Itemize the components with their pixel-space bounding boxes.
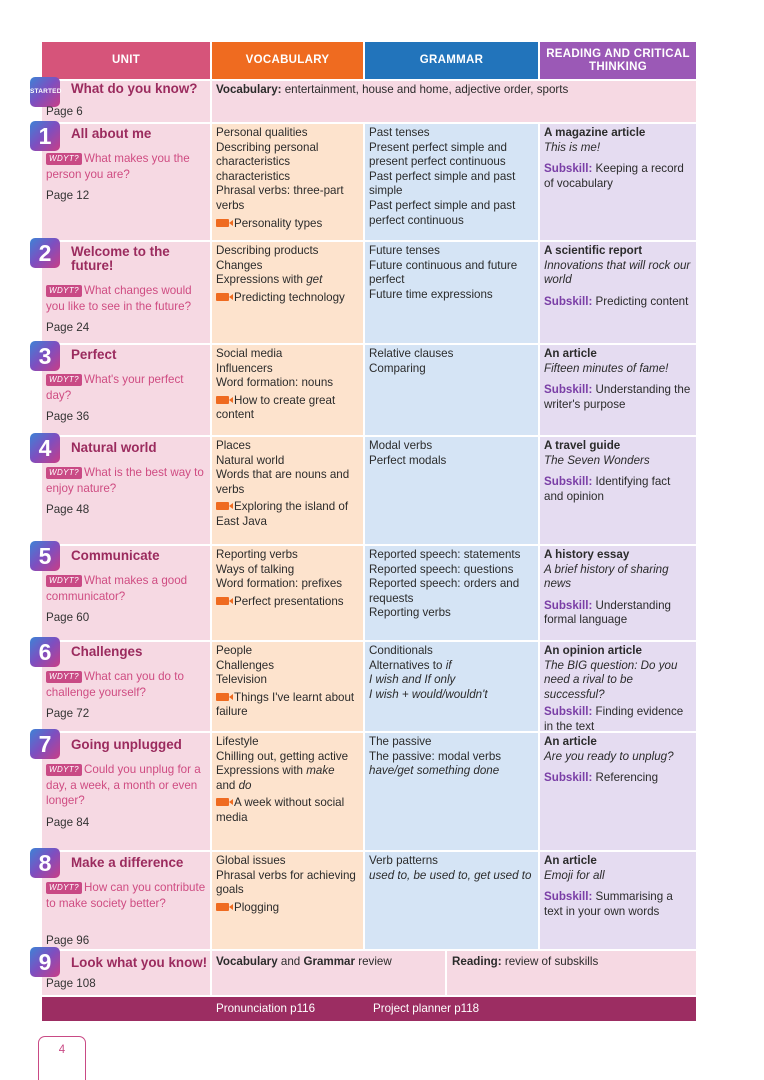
- vocab-item: Ways of talking: [216, 562, 295, 576]
- reading-type: A magazine article: [544, 126, 646, 139]
- header-grammar: GRAMMAR: [365, 42, 538, 79]
- pronunciation-link[interactable]: Pronunciation p116: [216, 1002, 316, 1015]
- reading-type: An opinion article: [544, 644, 642, 657]
- grammar-item: used to, be used to, get used to: [369, 868, 532, 882]
- vocab-item: Words that are nouns and verbs: [216, 468, 350, 496]
- unit-number-8: 8: [30, 848, 60, 878]
- vocab-item: Personal qualities: [216, 126, 308, 139]
- video-link[interactable]: Perfect presentations: [216, 595, 359, 610]
- unit-1-reading-cell: [540, 124, 696, 240]
- grammar-item: Past perfect simple and past simple: [369, 169, 516, 198]
- vocab-item: Expressions with get: [216, 273, 323, 287]
- unit-number-1: 1: [30, 121, 60, 151]
- grammar-item: I wish + would/wouldn't: [369, 687, 488, 701]
- grammar-item: Modal verbs: [369, 439, 433, 452]
- starter-vocab-label: Vocabulary:: [216, 83, 282, 96]
- grammar-item: Future continuous and future perfect: [369, 258, 518, 287]
- unit-8-grammar-cell: [365, 852, 538, 949]
- reading-title: The BIG question: Do you need a rival to be successful?: [544, 658, 678, 701]
- reading-type: A scientific report: [544, 244, 643, 257]
- unit-3-question: WDYT? What's your perfect day?: [46, 373, 184, 402]
- vocab-item: Places: [216, 439, 251, 452]
- video-camera-icon: [216, 502, 229, 510]
- vocab-item: Expressions with make: [216, 764, 335, 778]
- reading-title: Innovations that will rock our world: [544, 258, 691, 287]
- unit-8-title[interactable]: Make a difference: [71, 855, 184, 870]
- unit-3-grammar-cell: [365, 345, 538, 435]
- grammar-item: Reporting verbs: [369, 606, 451, 620]
- vocab-item: Reporting verbs: [216, 548, 298, 561]
- unit-5-question: WDYT? What makes a good communicator?: [46, 574, 188, 603]
- vocab-item: Phrasal verbs for achieving goals: [216, 868, 356, 897]
- grammar-item: have/get something done: [369, 764, 500, 778]
- vocab-item: Natural world: [216, 453, 285, 467]
- footer-bar: [42, 997, 696, 1021]
- unit-4-page[interactable]: Page 48: [46, 503, 90, 516]
- vocab-item: Describing products: [216, 244, 319, 257]
- grammar-item: Reported speech: questions: [369, 562, 514, 576]
- unit-1-vocab-cell: [212, 124, 363, 240]
- unit-2-page[interactable]: Page 24: [46, 321, 90, 334]
- unit-number-9: 9: [30, 947, 60, 977]
- grammar-item: Reported speech: statements: [369, 548, 521, 561]
- unit-7-vocab-cell: [212, 733, 363, 850]
- unit-4-title[interactable]: Natural world: [71, 440, 157, 455]
- unit-6-page[interactable]: Page 72: [46, 707, 90, 720]
- unit-3-page[interactable]: Page 36: [46, 410, 90, 423]
- header-reading: READING AND CRITICAL THINKING: [540, 42, 696, 79]
- unit-6-question: WDYT? What can you do to challenge yourself?: [46, 670, 184, 699]
- subskill: Subskill: Summarising a text in your own words: [544, 890, 673, 918]
- vocab-item: Lifestyle: [216, 735, 259, 748]
- video-camera-icon: [216, 219, 229, 227]
- grammar-item: Comparing: [369, 361, 426, 375]
- vocab-item: Changes: [216, 258, 263, 272]
- unit-8-vocab-cell: [212, 852, 363, 949]
- wdyt-badge: WDYT?: [46, 882, 82, 894]
- wdyt-badge: WDYT?: [46, 374, 82, 386]
- grammar-item: Perfect modals: [369, 453, 447, 467]
- unit-5-grammar-cell: [365, 546, 538, 640]
- unit-7-reading-cell: [540, 733, 696, 850]
- header-unit: UNIT: [42, 42, 210, 79]
- unit-6-reading-cell: [540, 642, 696, 731]
- vocab-item: Word formation: nouns: [216, 376, 334, 390]
- vocab-item: Word formation: prefixes: [216, 577, 343, 591]
- unit-6-title[interactable]: Challenges: [71, 644, 143, 659]
- subskill: Subskill: Understanding formal language: [544, 598, 671, 627]
- video-camera-icon: [216, 903, 229, 911]
- grammar-item: I wish and If only: [369, 673, 456, 687]
- reading-type: A travel guide: [544, 439, 621, 452]
- unit-5-reading-cell: [540, 546, 696, 640]
- unit-4-grammar-cell: [365, 437, 538, 544]
- starter-vocab-cell: [212, 81, 696, 122]
- reading-title: Are you ready to unplug?: [544, 749, 674, 763]
- video-link[interactable]: Predicting technology: [216, 291, 359, 306]
- unit-2-vocab-cell: [212, 242, 363, 343]
- grammar-item: Present perfect simple and present perfect continuous: [369, 140, 507, 169]
- starter-vocab-text: entertainment, house and home, adjective order, sports: [281, 83, 569, 96]
- unit-6-grammar-cell: [365, 642, 538, 731]
- subskill: Subskill: Keeping a record of vocabulary: [544, 162, 684, 190]
- video-link[interactable]: Things I've learnt about failure: [216, 690, 355, 719]
- unit-7-question: WDYT? Could you unplug for a day, a week, a month or even longer?: [46, 763, 201, 808]
- vocab-item: characteristics: [216, 169, 291, 183]
- unit-5-page[interactable]: Page 60: [46, 611, 90, 624]
- reading-title: Fifteen minutes of fame!: [544, 361, 669, 375]
- unit-1-title[interactable]: All about me: [71, 126, 152, 141]
- unit-7-page[interactable]: Page 84: [46, 816, 90, 829]
- subskill: Subskill: Referencing: [544, 771, 659, 785]
- subskill: Subskill: Understanding the writer's purpose: [544, 383, 691, 411]
- grammar-item: Relative clauses: [369, 347, 454, 360]
- wdyt-badge: WDYT?: [46, 764, 82, 776]
- unit-2-grammar-cell: [365, 242, 538, 343]
- unit-1-page[interactable]: Page 12: [46, 189, 90, 202]
- grammar-item: Past tenses: [369, 126, 430, 139]
- review-reading-cell: Reading: review of subskills: [447, 951, 696, 995]
- grammar-item: Past perfect simple and past perfect continuous: [369, 198, 516, 227]
- unit-7-title[interactable]: Going unplugged: [71, 737, 182, 752]
- unit-8-page[interactable]: Page 96: [46, 934, 90, 947]
- grammar-item: Conditionals: [369, 644, 433, 657]
- header-vocabulary: VOCABULARY: [212, 42, 363, 79]
- unit-1-grammar-cell: [365, 124, 538, 240]
- unit-2-reading-cell: [540, 242, 696, 343]
- wdyt-badge: WDYT?: [46, 575, 82, 587]
- unit-1-question: WDYT? What makes you the person you are?: [46, 152, 190, 181]
- vocab-item: Social media: [216, 347, 283, 360]
- review-vocab-cell: Vocabulary and Grammar review: [212, 951, 445, 995]
- video-camera-icon: [216, 293, 229, 301]
- unit-number-7: 7: [30, 729, 60, 759]
- wdyt-badge: WDYT?: [46, 285, 82, 297]
- reading-title: The Seven Wonders: [544, 453, 650, 467]
- unit-8-reading-cell: [540, 852, 696, 949]
- subskill: Subskill: Predicting content: [544, 294, 689, 308]
- video-link[interactable]: How to create great content: [216, 393, 336, 422]
- unit-4-reading-cell: [540, 437, 696, 544]
- video-camera-icon: [216, 597, 229, 605]
- grammar-item: The passive: modal verbs: [369, 749, 502, 763]
- video-link[interactable]: Plogging: [216, 901, 359, 916]
- unit-3-vocab-cell: [212, 345, 363, 435]
- video-link[interactable]: Exploring the island of East Java: [216, 500, 349, 528]
- unit-number-4: 4: [30, 433, 60, 463]
- vocab-item: Challenges: [216, 658, 275, 672]
- video-camera-icon: [216, 396, 229, 404]
- vocab-item: Influencers: [216, 361, 273, 375]
- vocab-item: Chilling out, getting active: [216, 749, 349, 763]
- unit-number-5: 5: [30, 541, 60, 571]
- unit-3-title[interactable]: Perfect: [71, 347, 117, 362]
- grammar-item: Reported speech: orders and requests: [369, 577, 520, 605]
- grammar-item: Future tenses: [369, 244, 440, 257]
- unit-4-vocab-cell: [212, 437, 363, 544]
- video-link[interactable]: Personality types: [216, 217, 359, 232]
- vocab-item: Television: [216, 673, 267, 687]
- grammar-item: The passive: [369, 735, 432, 748]
- grammar-item: Future time expressions: [369, 287, 493, 301]
- grammar-item: Verb patterns: [369, 854, 438, 867]
- vocab-item: and do: [216, 778, 252, 792]
- video-camera-icon: [216, 798, 229, 806]
- unit-4-question: WDYT? What is the best way to enjoy nature?: [46, 466, 204, 495]
- reading-title: A brief history of sharing news: [544, 562, 669, 591]
- review-title[interactable]: Look what you know!: [71, 955, 208, 970]
- vocab-item: Global issues: [216, 854, 286, 867]
- video-link[interactable]: A week without social media: [216, 796, 345, 824]
- unit-5-title[interactable]: Communicate: [71, 548, 160, 563]
- unit-2-title[interactable]: Welcome to the future!: [71, 244, 170, 274]
- reading-title: Emoji for all: [544, 868, 605, 882]
- reading-type: An article: [544, 735, 597, 748]
- wdyt-badge: WDYT?: [46, 153, 82, 165]
- starter-badge: STARTED: [30, 77, 60, 107]
- project-planner-link[interactable]: Project planner p118: [373, 1002, 480, 1015]
- subskill: Subskill: Identifying fact and opinion: [544, 475, 671, 503]
- review-page[interactable]: Page 108: [46, 977, 96, 990]
- unit-number-3: 3: [30, 341, 60, 371]
- reading-type: An article: [544, 854, 597, 867]
- vocab-item: People: [216, 644, 253, 657]
- video-camera-icon: [216, 693, 229, 701]
- unit-number-2: 2: [30, 238, 60, 268]
- vocab-item: Describing personal characteristics: [216, 140, 319, 169]
- starter-title: What do you know?: [71, 81, 198, 96]
- unit-7-grammar-cell: [365, 733, 538, 850]
- unit-6-vocab-cell: [212, 642, 363, 731]
- unit-8-question: WDYT? How can you contribute to make society better?: [46, 881, 206, 910]
- vocab-item: Phrasal verbs: three-part verbs: [216, 184, 344, 212]
- unit-number-6: 6: [30, 637, 60, 667]
- starter-page[interactable]: Page 6: [46, 105, 83, 118]
- unit-2-question: WDYT? What changes would you like to see in the future?: [46, 284, 192, 313]
- reading-title: This is me!: [544, 140, 601, 154]
- unit-5-vocab-cell: [212, 546, 363, 640]
- wdyt-badge: WDYT?: [46, 671, 82, 683]
- unit-3-reading-cell: [540, 345, 696, 435]
- grammar-item: Alternatives to if: [369, 658, 452, 672]
- subskill: Subskill: Finding evidence in the text: [544, 705, 684, 731]
- wdyt-badge: WDYT?: [46, 467, 82, 479]
- reading-type: A history essay: [544, 548, 630, 561]
- page-number: 4: [38, 1036, 86, 1080]
- reading-type: An article: [544, 347, 597, 360]
